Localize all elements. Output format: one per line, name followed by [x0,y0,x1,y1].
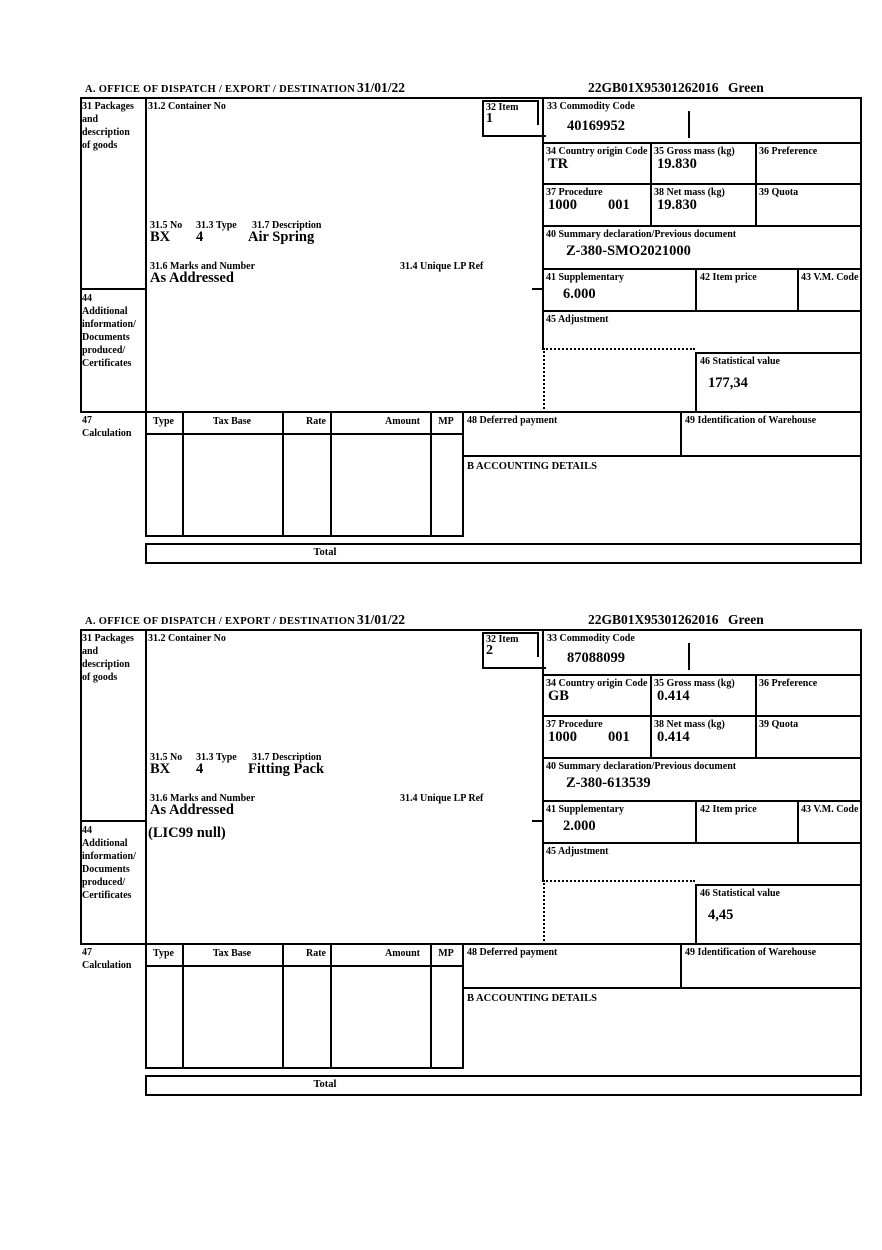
divider [695,352,697,413]
label-additional-info: 44 [82,293,92,304]
value-procedure-ext: 001 [608,197,630,213]
value-supplementary-units: 2.000 [563,818,596,834]
divider [542,800,862,802]
divider [430,943,432,1069]
label-procedure: 37 Procedure [546,187,603,198]
label-package-type: 31.3 Type [196,220,237,231]
divider [688,111,690,138]
label-additional-info: information/ [82,319,136,330]
label-packages: description [82,127,130,138]
value-supplementary-units: 6.000 [563,286,596,302]
label-package-no: 31.5 No [150,752,183,763]
label-warehouse-id: 49 Identification of Warehouse [685,947,817,958]
divider [860,629,862,1096]
label-calculation: Calculation [82,960,132,971]
divider [688,643,690,670]
label-packages: and [82,646,99,657]
divider [145,965,464,967]
column-header-type: Type [153,948,174,959]
divider [860,97,862,564]
divider [182,943,184,1069]
label-quota: 39 Quota [759,719,799,730]
routing-indicator: Green [728,612,764,627]
label-statistical-value: 46 Statistical value [700,888,780,899]
declaration-reference: 22GB01X95301262016 [588,612,719,627]
label-gross-mass: 35 Gross mass (kg) [654,146,735,157]
label-accounting-details: B ACCOUNTING DETAILS [467,461,597,472]
label-calculation: 47 [82,415,92,426]
label-supplementary: 41 Supplementary [546,804,625,815]
label-vm-code: 43 V.M. Code [801,804,859,815]
value-previous-document: Z-380-613539 [566,775,651,791]
divider [330,943,332,1069]
divider [145,543,862,545]
divider [145,629,147,945]
value-gross-mass: 19.830 [657,156,697,172]
label-warehouse-id: 49 Identification of Warehouse [685,415,817,426]
divider [797,800,799,844]
divider [543,880,695,882]
label-unique-lp-ref: 31.4 Unique LP Ref [400,261,484,272]
label-vm-code: 43 V.M. Code [801,272,859,283]
value-package-type: 4 [196,761,204,777]
label-commodity-code: 33 Commodity Code [547,633,635,644]
label-additional-info: produced/ [82,345,126,356]
divider [145,543,147,564]
label-item-price: 42 Item price [700,804,757,815]
label-preference: 36 Preference [759,146,818,157]
divider [145,1067,464,1069]
value-marks: As Addressed [150,802,234,818]
label-net-mass: 38 Net mass (kg) [654,187,725,198]
label-additional-info: Documents [82,332,130,343]
value-statistical-value: 4,45 [708,907,734,923]
label-additional-info: Additional [82,306,128,317]
divider [145,1075,862,1077]
label-package-description: 31.7 Description [252,752,322,763]
label-calculation: 47 [82,947,92,958]
declaration-date: 31/01/22 [357,612,406,627]
divider [182,411,184,537]
sad-item-block [80,80,864,566]
value-item-number: 2 [486,643,493,658]
divider [542,757,862,759]
label-summary-declaration: 40 Summary declaration/Previous document [546,229,737,240]
value-additional-information: (LIC99 null) [148,825,226,841]
label-marks-number: 31.6 Marks and Number [150,793,256,804]
divider [462,943,464,1069]
label-unique-lp-ref: 31.4 Unique LP Ref [400,793,484,804]
divider [482,100,484,137]
value-net-mass: 19.830 [657,197,697,213]
divider [542,715,862,717]
label-packages: description [82,659,130,670]
divider [542,310,862,312]
label-adjustment: 45 Adjustment [546,846,609,857]
label-quota: 39 Quota [759,187,799,198]
section-a-title: A. OFFICE OF DISPATCH / EXPORT / DESTINATION [85,616,356,627]
label-country-origin: 34 Country origin Code [546,678,648,689]
value-goods-description: Air Spring [248,229,315,245]
divider [462,411,464,537]
label-commodity-code: 33 Commodity Code [547,101,635,112]
label-gross-mass: 35 Gross mass (kg) [654,678,735,689]
divider [80,411,862,413]
divider [543,348,545,413]
value-package-count: BX [150,761,171,777]
value-commodity-code: 87088099 [567,650,625,666]
column-header-amount: Amount [384,416,420,427]
divider [145,433,464,435]
divider [80,288,147,290]
divider [542,842,862,844]
label-container-no: 31.2 Container No [148,101,226,112]
divider [145,1094,862,1096]
value-goods-description: Fitting Pack [248,761,325,777]
divider [680,411,682,457]
section-a-title: A. OFFICE OF DISPATCH / EXPORT / DESTINATION [85,84,356,95]
divider [695,800,697,844]
column-header-mp: MP [438,416,454,427]
value-previous-document: Z-380-SMO2021000 [566,243,691,259]
divider [537,100,539,125]
value-country-origin: TR [548,156,569,172]
label-country-origin: 34 Country origin Code [546,146,648,157]
label-total: Total [313,1079,337,1090]
divider [145,1075,147,1096]
value-gross-mass: 0.414 [657,688,690,704]
divider [145,411,147,537]
label-calculation: Calculation [82,428,132,439]
divider [543,880,545,945]
value-procedure: 1000 [548,729,577,745]
label-additional-info: information/ [82,851,136,862]
divider [430,411,432,537]
label-additional-info: Additional [82,838,128,849]
label-net-mass: 38 Net mass (kg) [654,719,725,730]
divider [145,943,147,1069]
divider [462,455,862,457]
value-statistical-value: 177,34 [708,375,748,391]
divider [695,884,862,886]
column-header-tax-base: Tax Base [212,948,252,959]
label-total: Total [313,547,337,558]
sad-item-block [80,612,864,1098]
divider [695,884,697,945]
column-header-rate: Rate [306,948,326,959]
divider [145,535,464,537]
label-preference: 36 Preference [759,678,818,689]
divider [542,225,862,227]
divider [542,268,862,270]
divider [542,183,862,185]
label-packages: 31 Packages [82,101,134,112]
divider [680,943,682,989]
label-summary-declaration: 40 Summary declaration/Previous document [546,761,737,772]
value-procedure-ext: 001 [608,729,630,745]
label-item-number: 32 Item [486,634,519,645]
column-header-type: Type [153,416,174,427]
declaration-date: 31/01/22 [357,80,406,95]
value-procedure: 1000 [548,197,577,213]
label-packages: 31 Packages [82,633,134,644]
divider [462,987,862,989]
column-header-tax-base: Tax Base [212,416,252,427]
divider [482,667,546,669]
divider [80,629,862,631]
divider [542,142,862,144]
label-packages: of goods [82,140,118,151]
column-header-mp: MP [438,948,454,959]
label-marks-number: 31.6 Marks and Number [150,261,256,272]
label-statistical-value: 46 Statistical value [700,356,780,367]
label-additional-info: Documents [82,864,130,875]
value-commodity-code: 40169952 [567,118,625,134]
label-package-no: 31.5 No [150,220,183,231]
divider [482,632,484,669]
routing-indicator: Green [728,80,764,95]
divider [80,943,862,945]
label-package-description: 31.7 Description [252,220,322,231]
declaration-reference: 22GB01X95301262016 [588,80,719,95]
divider [80,97,862,99]
value-country-origin: GB [548,688,569,704]
divider [145,97,147,413]
divider [282,943,284,1069]
label-additional-info: produced/ [82,877,126,888]
value-marks: As Addressed [150,270,234,286]
label-deferred-payment: 48 Deferred payment [467,947,558,958]
column-header-amount: Amount [384,948,420,959]
divider [542,674,862,676]
divider [695,352,862,354]
label-additional-info: 44 [82,825,92,836]
divider [532,288,544,290]
column-header-rate: Rate [306,416,326,427]
label-packages: and [82,114,99,125]
label-supplementary: 41 Supplementary [546,272,625,283]
label-package-type: 31.3 Type [196,752,237,763]
label-procedure: 37 Procedure [546,719,603,730]
value-net-mass: 0.414 [657,729,690,745]
label-additional-info: Certificates [82,890,132,901]
label-adjustment: 45 Adjustment [546,314,609,325]
label-item-price: 42 Item price [700,272,757,283]
label-item-number: 32 Item [486,102,519,113]
divider [537,632,539,657]
label-packages: of goods [82,672,118,683]
value-package-count: BX [150,229,171,245]
divider [695,268,697,312]
divider [80,820,147,822]
label-container-no: 31.2 Container No [148,633,226,644]
divider [543,348,695,350]
divider [330,411,332,537]
label-accounting-details: B ACCOUNTING DETAILS [467,993,597,1004]
label-additional-info: Certificates [82,358,132,369]
divider [532,820,544,822]
divider [282,411,284,537]
value-item-number: 1 [486,111,493,126]
divider [145,562,862,564]
label-deferred-payment: 48 Deferred payment [467,415,558,426]
value-package-type: 4 [196,229,204,245]
divider [797,268,799,312]
divider [482,135,546,137]
